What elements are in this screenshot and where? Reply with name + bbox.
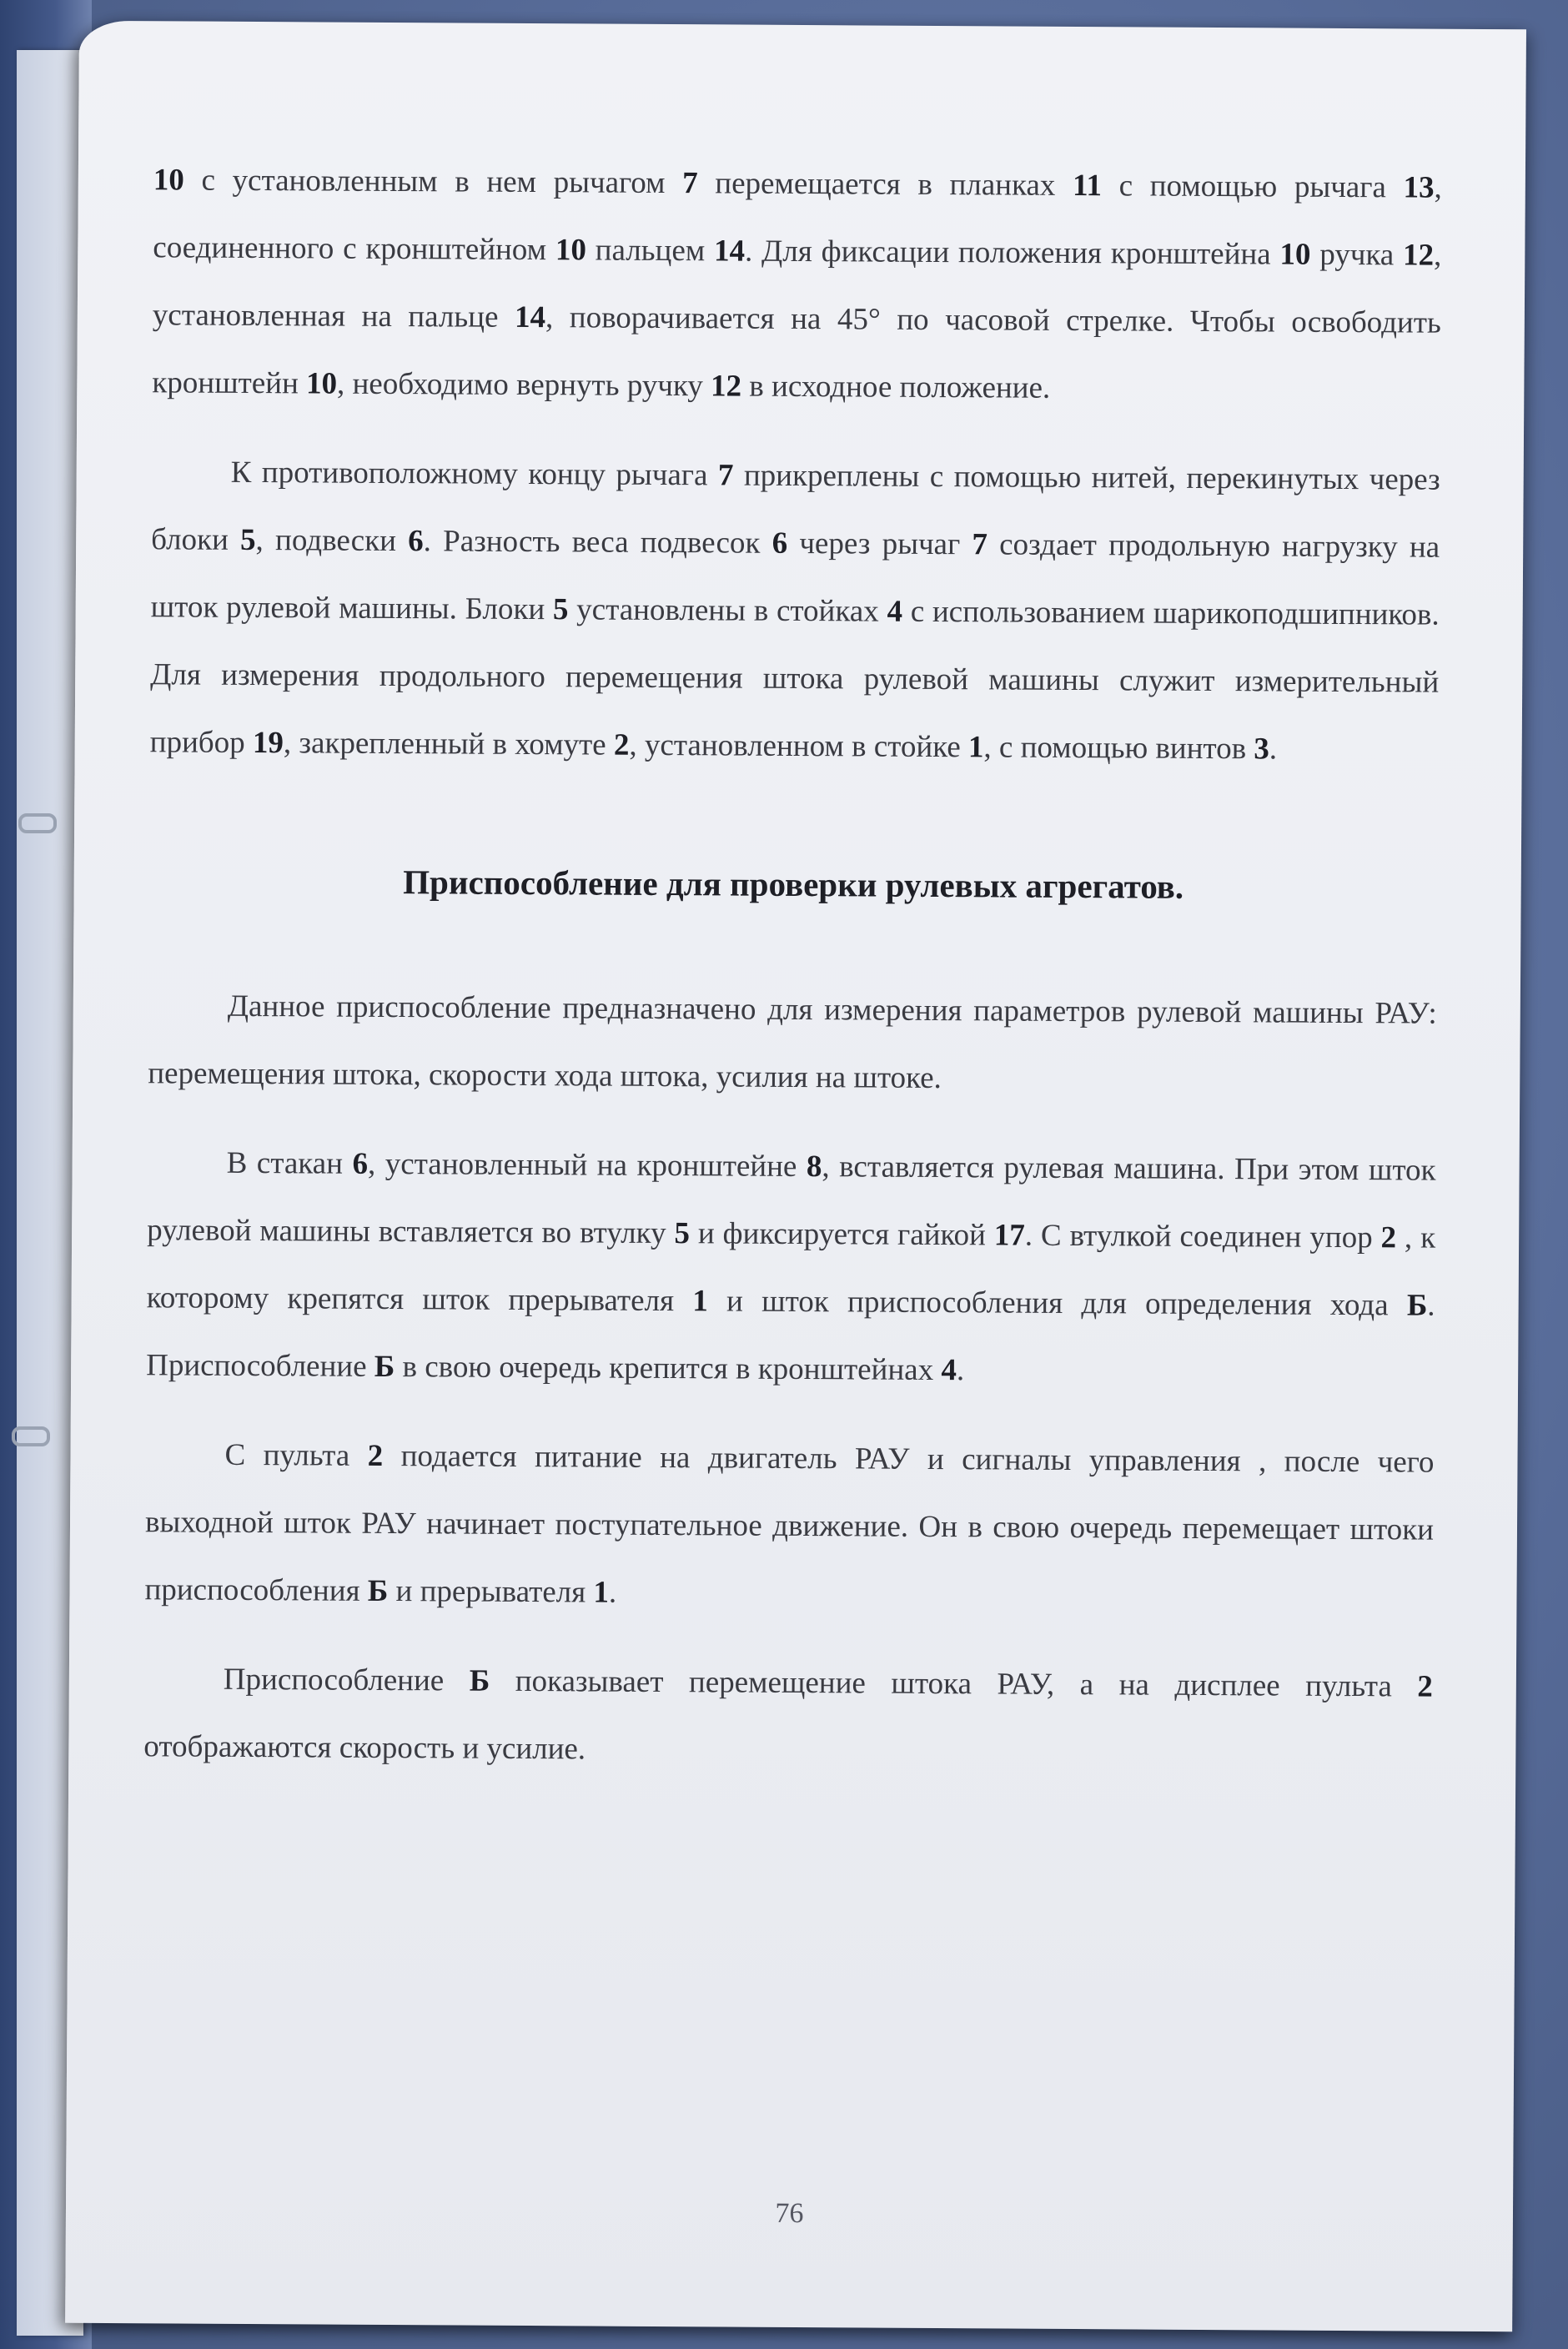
page-number: 76 bbox=[775, 2197, 804, 2230]
text-run: в исходное положение. bbox=[741, 369, 1051, 405]
text-run: С пульта bbox=[224, 1437, 368, 1473]
paragraph-p6 bbox=[143, 1645, 1433, 1788]
text-run: прикреплены с помощью нитей, перекинутых через блоки bbox=[151, 458, 1440, 557]
binder-ring-icon bbox=[12, 1426, 50, 1446]
paragraph-p2 bbox=[149, 438, 1440, 783]
reference-number: Б bbox=[469, 1663, 490, 1698]
reference-number: 12 bbox=[710, 369, 742, 404]
text-run: подается питание на двигатель РАУ и сигналы управления , после чего выходной шток РАУ начинает поступательное движение. Он в свою очередь перемещает штоки приспособления bbox=[144, 1438, 1435, 1608]
reference-number: 4 bbox=[887, 594, 903, 629]
paragraph-p3 bbox=[148, 972, 1437, 1114]
reference-number: 10 bbox=[1279, 237, 1311, 272]
text-run: , с помощью винтов bbox=[983, 730, 1254, 767]
reference-number: 7 bbox=[682, 166, 698, 201]
text-run: и прерывателя bbox=[388, 1573, 594, 1610]
text-run: пальцем bbox=[585, 233, 715, 269]
text-run: отображаются скорость и усилие. bbox=[143, 1729, 586, 1767]
reference-number: 1 bbox=[967, 730, 984, 765]
text-run: , вставляется рулевая машина. При этом шток рулевой машины вставляется во втулку bbox=[147, 1149, 1436, 1251]
reference-number: 2 bbox=[1380, 1220, 1397, 1255]
text-run: , соединенного с кронштейном bbox=[153, 170, 1442, 268]
text-run: , подвески bbox=[255, 523, 409, 559]
text-run: . bbox=[608, 1575, 617, 1610]
reference-number: 12 bbox=[1402, 238, 1435, 273]
reference-number: 6 bbox=[771, 526, 788, 561]
text-run: создает продольную нагрузку на шток рулевой машины. Блоки bbox=[150, 527, 1440, 627]
reference-number: 5 bbox=[239, 522, 256, 558]
reference-number: 1 bbox=[692, 1284, 708, 1319]
text-run: , закрепленный в хомуте bbox=[283, 726, 615, 762]
paragraph-p4 bbox=[146, 1129, 1436, 1406]
reference-number: 4 bbox=[941, 1353, 957, 1388]
paragraph-p1 bbox=[152, 146, 1442, 424]
text-run: и фиксируется гайкой bbox=[689, 1216, 994, 1253]
text-run: показывает перемещение штока РАУ, а на дисплее пульта bbox=[490, 1663, 1418, 1704]
text-run: . bbox=[1269, 732, 1278, 767]
reference-number: 17 bbox=[993, 1218, 1025, 1253]
text-run: , установленный на кронштейне bbox=[367, 1146, 807, 1185]
top-section bbox=[149, 146, 1442, 783]
reference-number: Б bbox=[374, 1349, 395, 1385]
reference-number: 6 bbox=[408, 524, 424, 559]
text-run: с помощью рычага bbox=[1101, 169, 1404, 205]
binder-ring-icon bbox=[18, 813, 57, 833]
reference-number: 10 bbox=[555, 233, 587, 268]
reference-number: 2 bbox=[613, 727, 630, 762]
text-run: . Разность веса подвесок bbox=[423, 524, 772, 561]
text-run: , установленная на пальце bbox=[152, 238, 1442, 334]
reference-number: 5 bbox=[674, 1216, 691, 1251]
text-run: . Приспособление bbox=[146, 1288, 1435, 1384]
reference-number: 13 bbox=[1403, 170, 1435, 205]
reference-number: Б bbox=[1406, 1288, 1428, 1323]
reference-number: 10 bbox=[305, 366, 338, 401]
reference-number: 6 bbox=[352, 1146, 369, 1181]
bottom-section bbox=[143, 972, 1437, 1788]
text-run: . С втулкой соединен упор bbox=[1024, 1218, 1381, 1255]
reference-number: 1 bbox=[593, 1575, 610, 1610]
text-run: ручка bbox=[1310, 237, 1404, 273]
reference-number: 2 bbox=[367, 1438, 384, 1473]
text-run: Данное приспособление предназначено для измерения параметров рулевой машины РАУ: перемещения штока, скорости хода штока, усилия на штоке. bbox=[148, 988, 1437, 1096]
paragraph-p5 bbox=[144, 1421, 1434, 1631]
reference-number: 10 bbox=[153, 163, 184, 198]
text-run: , поворачивается на 45° по часовой стрелке. Чтобы освободить кронштейн bbox=[152, 300, 1441, 401]
document-page bbox=[65, 21, 1526, 2332]
text-run: К противоположному концу рычага bbox=[230, 455, 719, 493]
reference-number: 14 bbox=[713, 234, 746, 269]
reference-number: 5 bbox=[552, 592, 569, 627]
text-run: , к которому крепятся шток прерывателя bbox=[146, 1220, 1436, 1319]
text-run: . bbox=[956, 1353, 965, 1388]
reference-number: 14 bbox=[514, 299, 546, 335]
text-run: перемещается в планках bbox=[697, 166, 1073, 203]
reference-number: 3 bbox=[1254, 732, 1270, 767]
reference-number: 7 bbox=[972, 527, 988, 562]
text-run: , установленном в стойке bbox=[629, 727, 969, 765]
text-run: В стакан bbox=[226, 1145, 353, 1181]
text-run: , необходимо вернуть ручку bbox=[336, 366, 711, 404]
page-content bbox=[143, 146, 1442, 1788]
text-run: Приспособление bbox=[223, 1662, 470, 1698]
reference-number: 19 bbox=[252, 725, 284, 761]
text-run: через рычаг bbox=[787, 526, 972, 562]
text-run: установлены в стойках bbox=[568, 592, 887, 629]
text-run: и шток приспособления для определения хода bbox=[707, 1284, 1408, 1323]
reference-number: 8 bbox=[806, 1149, 822, 1185]
text-run: с использованием шарикоподшипников. Для измерения продольного перемещения штока рулевой машины служит измерительный прибор bbox=[149, 594, 1440, 760]
section-heading: Приспособление для проверки рулевых агрегатов. bbox=[403, 863, 1184, 906]
reference-number: Б bbox=[367, 1573, 389, 1608]
text-run: с установленным в нем рычагом bbox=[183, 163, 683, 201]
reference-number: 7 bbox=[717, 458, 734, 493]
text-run: . Для фиксации положения кронштейна bbox=[744, 234, 1280, 272]
reference-number: 11 bbox=[1072, 168, 1103, 204]
reference-number: 2 bbox=[1417, 1669, 1433, 1704]
text-run: в свою очередь крепится в кронштейнах bbox=[395, 1350, 942, 1388]
